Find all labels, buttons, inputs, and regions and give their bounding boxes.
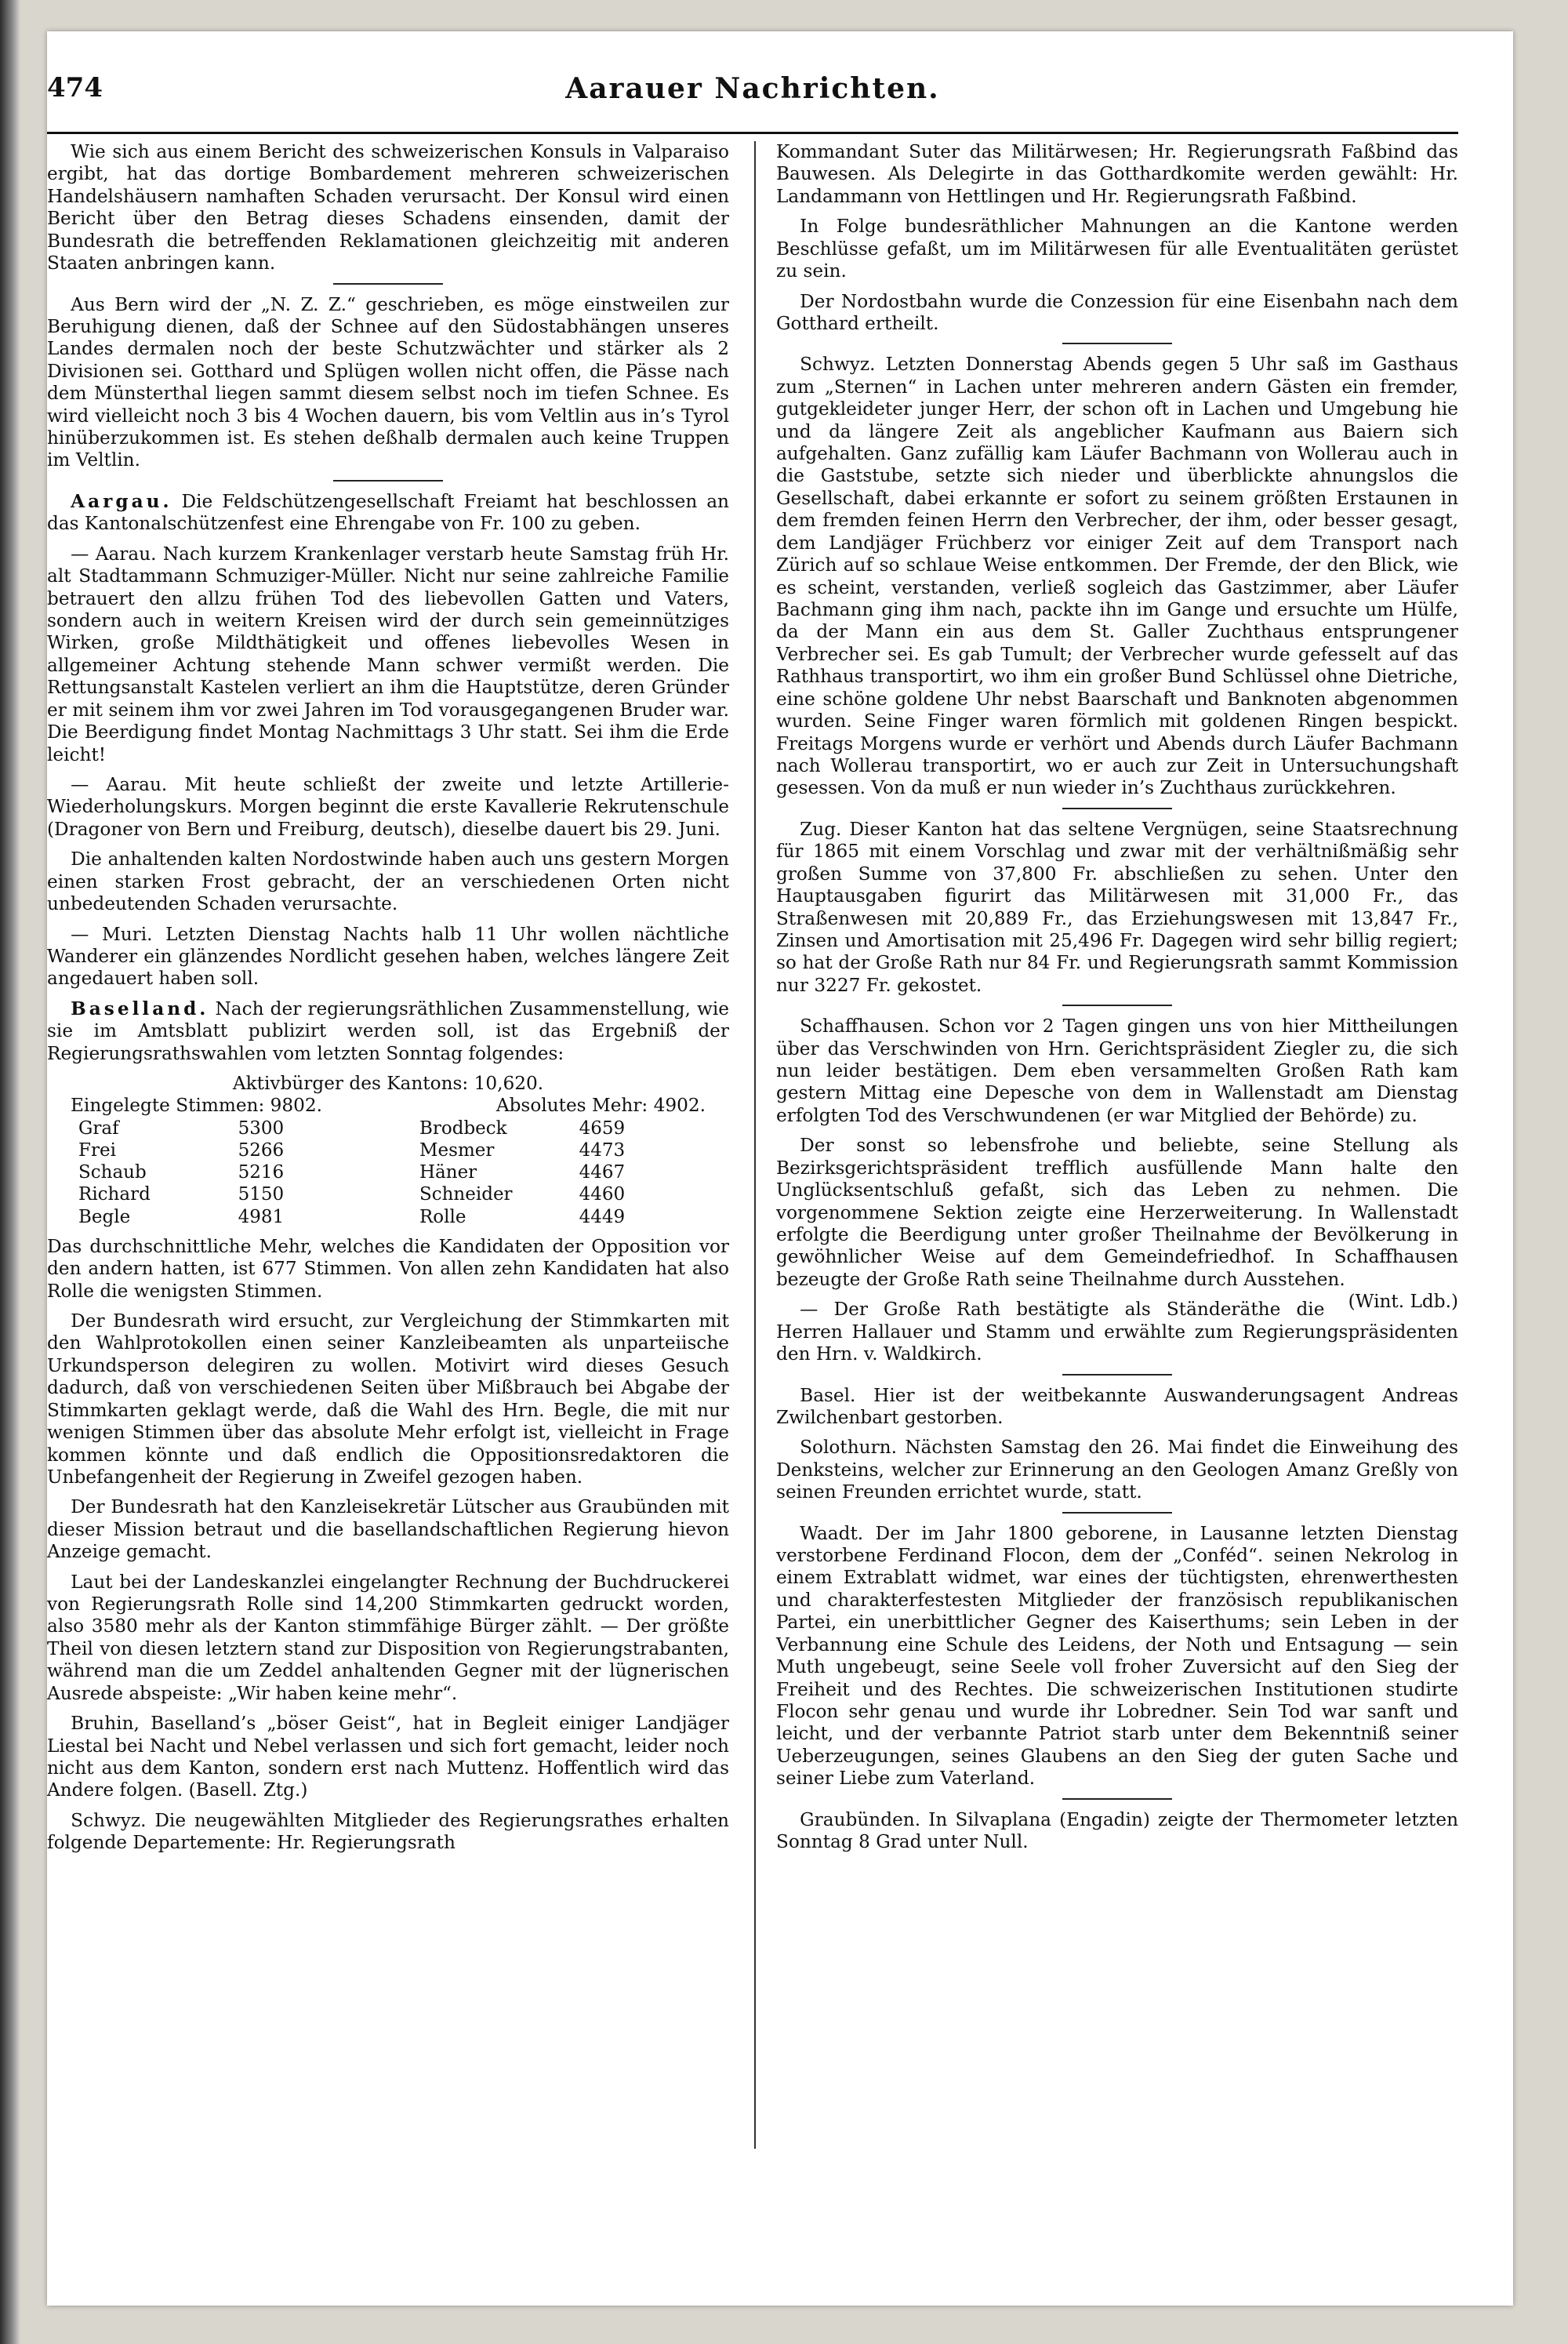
vote-summary [47,1095,729,1117]
separator [1062,1512,1172,1514]
article-schaffhausen: Schaffhausen. Schon vor 2 Tagen gingen uns von hier Mittheilungen über das Verschwinden von Hrn. Gerichtspräsident Ziegler zu, die sich nun leider bestätigen. Dem eben versammelten Großen Rath kam gestern Mittag eine Depesche von dem in Wallenstadt am Dienstag erfolgten Tod des Verschwundenen (er war Mitglied der Behörde) zu. [776,1016,1458,1126]
article-zug: Zug. Dieser Kanton hat das seltene Vergnügen, seine Staatsrechnung für 1865 mit einem Vorschlag und zwar mit der verhältnißmäßig sehr großen Summe von 37,800 Fr. abschließen zu sehen. Unter den Hauptausgaben figurirt das Militärwesen mit 31,000 Fr., das Straßenwesen mit 20,889 Fr., das Erziehungswesen mit 13,847 Fr., Zinsen und Amortisation mit 25,496 Fr. Dagegen wird sehr billig regiert; so hat der Große Rath nur 84 Fr. und Regierungsrath sammt Kommission nur 3227 Fr. gekostet. [776,818,1458,996]
article-staenderaethe: — Der Große Rath bestätigte als Ständeräthe die Herren Hallauer und Stamm und erwählte zum Regierungspräsidenten den Hrn. v. Waldkirch. [776,1299,1458,1365]
candidate-name: Mesmer [419,1140,495,1161]
results-table [47,1117,729,1228]
table-row [47,1183,729,1205]
candidate-name: Begle [78,1206,131,1227]
article-bundesrath-request: Der Bundesrath wird ersucht, zur Vergleichung der Stimmkarten mit den Wahlprotokollen einen seiner Kanzleibeamten als unparteiische Urkundsperson delegiren zu wollen. Motivirt wird dieses Gesuch dadurch, daß von verschiedenen Seiten über Mißbrauch bei Abgabe der Stimmkarten geklagt werde, daß die Wahl des Hrn. Begle, die mit nur wenigen Stimmen über das absolute Mehr erfolgt ist, vielleicht in Frage kommen könnte und daß endlich die Oppositionsredaktoren die Unbefangenheit der Regierung in Zweifel gezogen haben. [47,1310,729,1488]
candidate-votes: 5300 [238,1117,285,1139]
article-schwyz-departments: Schwyz. Die neugewählten Mitglieder des Regierungsrathes erhalten folgende Departemente: Hr. Regierungsrath [47,1809,729,1854]
separator [1062,808,1172,809]
page-number: 474 [47,72,103,104]
left-column [47,141,729,2164]
table-row [47,1117,729,1139]
candidate-name: Graf [78,1117,119,1139]
article-aarau-obituary: — Aarau. Nach kurzem Krankenlager verstarb heute Samstag früh Hr. alt Stadtammann Schmuziger-Müller. Nicht nur seine zahlreiche Familie betrauert den allzu frühen Tod des liebevollen Gatten und Vaters, sondern auch in weitern Kreisen wird der durch sein gemeinnütziges Wirken, große Mildthätigkeit und offenes liebevolles Wesen in allgemeiner Achtung stehende Mann schwer vermißt werden. Die Rettungsanstalt Kastelen verliert an ihm die Hauptstütze, deren Gründer er mit seinem ihm vor zwei Jahren im Tod vorausgegangenen Bruder war. Die Beerdigung findet Montag Nachmittags 3 Uhr statt. Sei ihm die Erde leicht! [47,543,729,765]
candidate-name: Häner [419,1162,477,1183]
place-label: Baselland. [71,998,209,1019]
separator [333,480,443,482]
candidate-votes: 4659 [579,1117,626,1139]
article-bern-snow: Aus Bern wird der „N. Z. Z.“ geschrieben, es möge einstweilen zur Beruhigung dienen, daß der Schnee auf den Südostabhängen unseres Landes dermalen noch der beste Schutzwächter und stärker als 2 Divisionen sei. Gotthard und Splügen wollen nicht offen, die Pässe nach dem Münsterthal liegen sammt diesem selbst noch im tiefen Schnee. Es wird vielleicht noch 3 bis 4 Wochen dauern, bis vom Veltlin aus in’s Tyrol hinüberzukommen ist. Es stehen deßhalb dermalen auch keine Truppen im Veltlin. [47,293,729,471]
candidate-name: Schaub [78,1162,147,1183]
article-bundesrath-mission: Der Bundesrath hat den Kanzleisekretär Lütscher aus Graubünden mit dieser Mission betraut und die basellandschaftlichen Regierung hievon Anzeige gemacht. [47,1496,729,1563]
article-waadt: Waadt. Der im Jahr 1800 geborene, in Lausanne letzten Dienstag verstorbene Ferdinand Flocon, dem der „Conféd“. seinen Nekrolog in einem Extrablatt widmet, war eines der tüchtigsten, ehrenwerthesten und charakterfestesten Mitglieder der französisch republikanischen Partei, ein unerbittlicher Gegner des Kaiserthums; sein Leben in der Verbannung eine Schule des Leidens, der Noth und Entsagung — sein Muth ungebeugt, seine Seele voll froher Zuversicht auf den Sieg der Freiheit und des Rechtes. Die schweizerischen Institutionen studirte Flocon sehr genau und wurde ihr Lobredner. Sein Tod war sanft und leicht, und der verbannte Patriot starb unter dem Bekenntniß seiner Ueberzeugungen, seines Glaubens an den Sieg der guten Sache und seiner Liebe zum Vaterland. [776,1522,1458,1790]
source-credit: (Wint. Ldb.) [1348,1291,1458,1313]
article-bruhin: Bruhin, Baselland’s „böser Geist“, hat in Begleit einiger Landjäger Liestal bei Nacht und Nebel verlassen und sich fort gemacht, leider noch nicht aus dem Kanton, sondern erst nach Muttenz. Hoffentlich wird das Andere folgen. (Basell. Ztg.) [47,1713,729,1801]
separator [1062,1798,1172,1800]
article-frost: Die anhaltenden kalten Nordostwinde haben auch uns gestern Morgen einen starken Frost gebracht, der an verschiedenen Orten nicht unbedeutenden Schaden verursachte. [47,849,729,915]
candidate-votes: 4449 [579,1206,626,1227]
column-divider [754,141,756,2149]
article-aargau [47,491,729,536]
place-label: Aargau. [71,490,172,512]
separator [1062,1374,1172,1376]
article-valparaiso: Wie sich aus einem Bericht des schweizerischen Konsuls in Valparaiso ergibt, hat das dortige Bombardement mehreren schweizerischen Handelshäusern namhaften Schaden verursacht. Der Konsul wird einen Bericht über den Betrag dieses Schadens einsenden, damit der Bundesrath die betreffenden Reklamationen gleichzeitig mit anderen Staaten anbringen kann. [47,141,729,274]
article-text: Nach der regierungsräthlichen Zusammenstellung, wie sie im Amtsblatt publizirt werden soll, ist das Ergebniß der Regierungsrathswahlen vom letzten Sonntag folgendes: [47,998,729,1064]
candidate-votes: 4467 [579,1162,626,1183]
article-muri: — Muri. Letzten Dienstag Nachts halb 11 Uhr wollen nächtliche Wanderer ein glänzendes Nordlicht gesehen haben, welches längere Zeit angedauert haben soll. [47,923,729,990]
article-mahnungen: In Folge bundesräthlicher Mahnungen an die Kantone werden Beschlüsse gefaßt, um im Militärwesen für alle Eventualitäten gerüstet zu sein. [776,216,1458,282]
candidate-name: Schneider [419,1184,513,1205]
candidate-name: Rolle [419,1206,466,1227]
table-row [47,1161,729,1183]
candidate-name: Frei [78,1140,116,1161]
candidate-name: Brodbeck [419,1117,507,1139]
candidate-votes: 4981 [238,1206,285,1227]
article-text: Der sonst so lebensfrohe und beliebte, seine Stellung als Bezirksgerichtspräsident trefflich ausfüllende Mann halte den Unglücksentschluß gefaßt, sich das Leben zu nehmen. Die vorgenommene Sektion zeigte eine Herzerweiterung. In Wallenstadt erfolgte die Beerdigung unter großer Theilnahme der Bevölkerung in gewöhnlicher Weise auf dem Gemeindefriedhof. In Schaffhausen bezeugte der Große Rath seine Theilnahme durch Ausstehen. [776,1135,1458,1290]
votes-cast: Eingelegte Stimmen: 9802. [71,1095,323,1117]
page-header [47,72,1458,119]
newspaper-title: Aarauer Nachrichten. [565,72,940,105]
article-solothurn: Solothurn. Nächsten Samstag den 26. Mai findet die Einweihung des Denksteins, welcher zur Erinnerung an den Geologen Amanz Greßly von seinen Freunden errichtet wurde, statt. [776,1437,1458,1503]
scan-edge-shadow [0,0,20,2344]
candidate-votes: 5216 [238,1162,285,1183]
active-citizens: Aktivbürger des Kantons: 10,620. [232,1073,544,1095]
election-results [47,1073,729,1228]
right-column [776,141,1458,2164]
candidate-votes: 5150 [238,1184,285,1205]
article-nordostbahn: Der Nordostbahn wurde die Conzession für eine Eisenbahn nach dem Gotthard ertheilt. [776,290,1458,334]
article-schwyz-continued: Kommandant Suter das Militärwesen; Hr. Regierungsrath Faßbind das Bauwesen. Als Delegirte in das Gotthardkomite werden gewählt: Hr. Landammann von Hettlingen und Hr. Regierungsrath Faßbind. [776,141,1458,207]
table-row [47,1206,729,1228]
article-aarau-artillery: — Aarau. Mit heute schließt der zweite und letzte Artillerie-Wiederholungskurs. Morgen beginnt die erste Kavallerie Rekrutenschule (Dragoner von Bern und Freiburg, deutsch), dieselbe dauert bis 29. Juni. [47,773,729,840]
article-text: Die Feldschützengesellschaft Freiamt hat beschlossen an das Kantonalschützenfest eine Ehrengabe von Fr. 100 zu geben. [47,490,729,535]
separator [1062,343,1172,344]
candidate-votes: 5266 [238,1140,285,1161]
candidate-votes: 4460 [579,1184,626,1205]
article-baselland [47,998,729,1065]
article-stimmkarten: Laut bei der Landeskanzlei eingelangter Rechnung der Buchdruckerei von Regierungsrath Rolle sind 14,200 Stimmkarten gedruckt worden, also 3580 mehr als der Kanton stimmfähige Bürger zählt. — Der größte Theil von diesen letztern stand zur Disposition von Regierungstrabanten, während man die um Zeddel anhaltenden Gegner mit der lügnerischen Ausrede abspeiste: „Wir haben keine mehr“. [47,1571,729,1704]
article-basel: Basel. Hier ist der weitbekannte Auswanderungsagent Andreas Zwilchenbart gestorben. [776,1384,1458,1428]
separator [333,283,443,285]
header-rule [47,132,1458,134]
article-graubuenden: Graubünden. In Silvaplana (Engadin) zeigte der Thermometer letzten Sonntag 8 Grad unter Null. [776,1808,1458,1853]
table-row [47,1139,729,1161]
article-schwyz-criminal: Schwyz. Letzten Donnerstag Abends gegen 5 Uhr saß im Gasthaus zum „Sternen“ in Lachen unter mehreren andern Gästen ein fremder, gutgekleideter junger Herr, der schon oft in Lachen und Umgebung hie und da längere Zeit als angeblicher Kaufmann aus Baiern sich aufgehalten. Ganz zufällig kam Läufer Bachmann von Wollerau auch in die Gaststube, setzte sich nieder und überblickte ahnungslos die Gesellschaft, dabei erkannte er sofort zu seinem größten Erstaunen in dem fremden feinen Herrn den Verbrecher, der ihm, oder besser gesagt, dem Landjäger Früchberz vor einiger Zeit auf dem Transport nach Zürich auf so schlaue Weise entkommen. Der Fremde, der den Blick, wie es scheint, verstanden, verließ sogleich das Gastzimmer, aber Läufer Bachmann ging ihm nach, packte ihn im Gange und ersuchte um Hülfe, da der Mann ein aus dem St. Galler Zuchthaus entsprungener Verbrecher sei. Es gab Tumult; der Verbrecher wurde gefesselt auf das Rathhaus transportirt, wo ihm ein großer Bund Schlüssel ohne Dietriche, eine schöne goldene Uhr nebst Baarschaft und Banknoten abgenommen wurden. Seine Finger waren förmlich mit goldenen Ringen bespickt. Freitags Morgens wurde er verhört und Abends durch Läufer Bachmann nach Wollerau transportirt, wo er auch zur Zeit in Untersuchungshaft gesessen. Von da muß er nun wieder in’s Zuchthaus zurückkehren. [776,354,1458,799]
candidate-votes: 4473 [579,1140,626,1161]
candidate-name: Richard [78,1184,151,1205]
separator [1062,1005,1172,1006]
absolute-majority: Absolutes Mehr: 4902. [495,1095,706,1117]
article-ziegler [776,1135,1458,1313]
article-opposition: Das durchschnittliche Mehr, welches die Kandidaten der Opposition vor den andern hatten, ist 677 Stimmen. Von allen zehn Kandidaten hat also Rolle die wenigsten Stimmen. [47,1235,729,1302]
